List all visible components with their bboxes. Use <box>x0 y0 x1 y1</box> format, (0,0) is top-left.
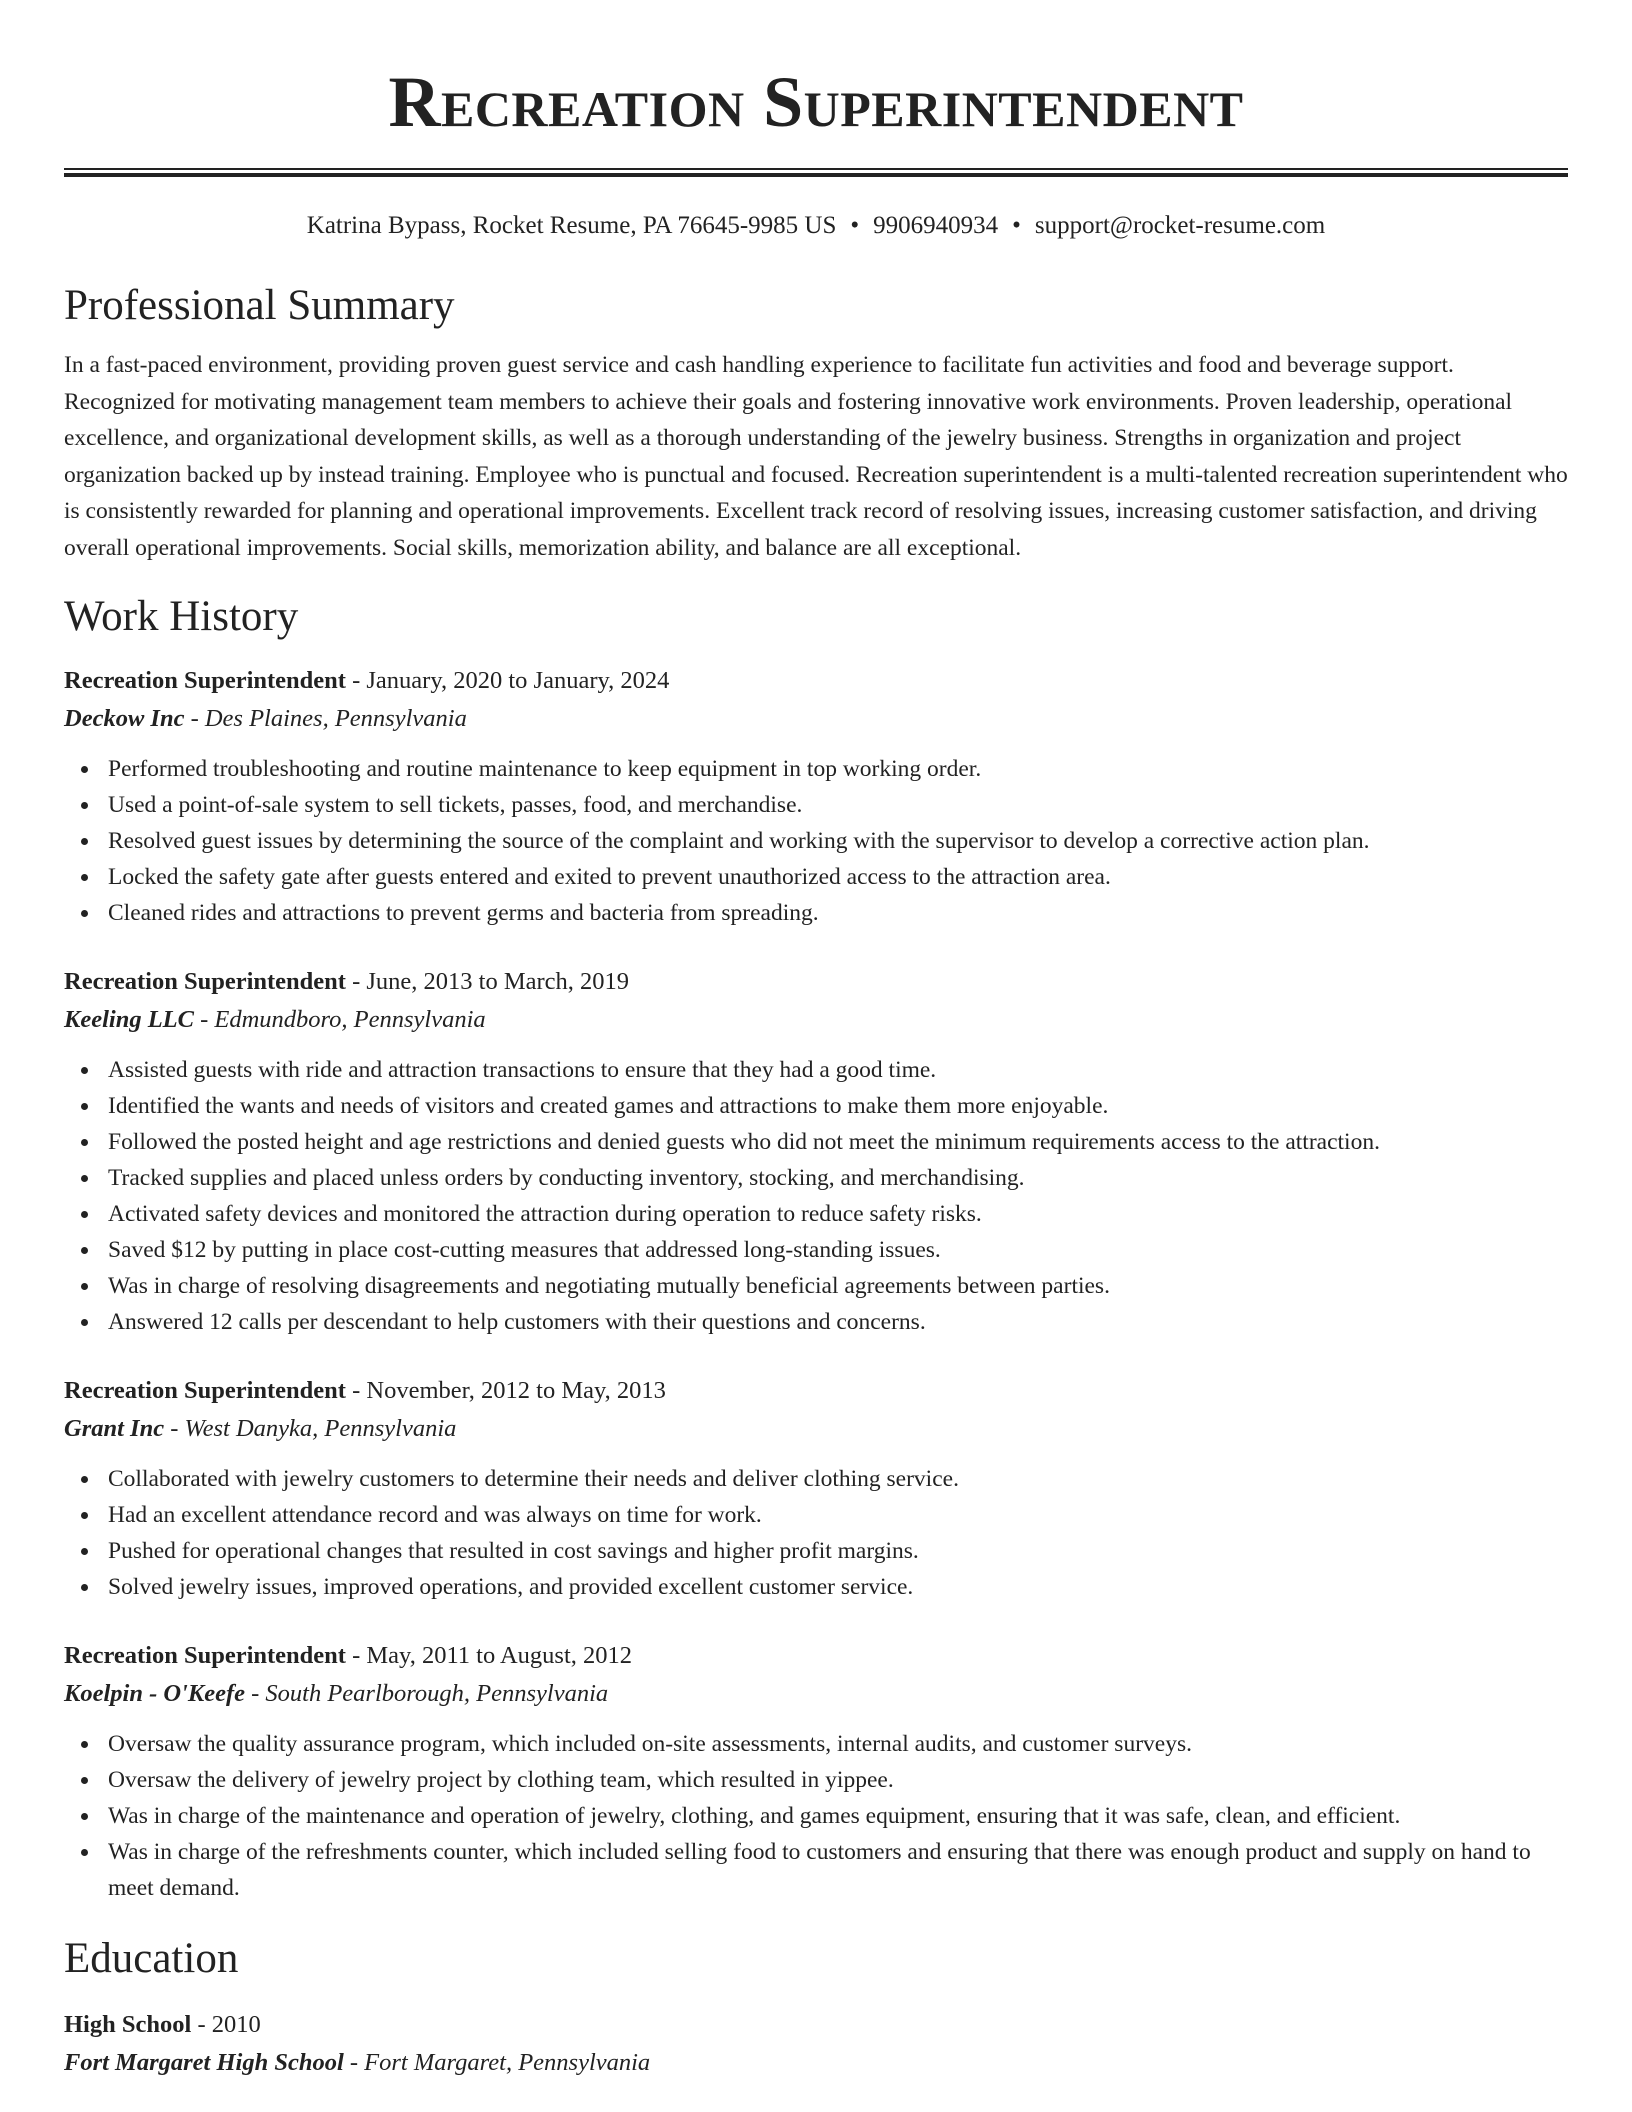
education-year: - 2010 <box>191 2011 261 2038</box>
job-location: - South Pearlborough, Pennsylvania <box>245 1680 609 1707</box>
list-item: Was in charge of the maintenance and operation of jewelry, clothing, and games equipment, ensuring that it was safe, clean, and efficient. <box>64 1798 1568 1834</box>
list-item: Saved $12 by putting in place cost-cutting measures that addressed long-standing issues. <box>64 1232 1568 1268</box>
job-bullets <box>64 1726 1568 1906</box>
job-bullets <box>64 1461 1568 1605</box>
list-item: Activated safety devices and monitored the attraction during operation to reduce safety risks. <box>64 1196 1568 1232</box>
contact-separator: • <box>1012 212 1021 239</box>
summary-text: In a fast-paced environment, providing proven guest service and cash handling experience to facilitate fun activities and food and beverage support. Recognized for motivating management team members to achieve their goals and fostering innovative work environments. Proven leadership, operational excellence, and organizational development skills, as well as a thorough understanding of the jewelry business. Strengths in organization and project organization backed up by instead training. Employee who is punctual and focused. Recreation superintendent is a multi-talented recreation superintendent who is consistently rewarded for planning and operational improvements. Excellent track record of resolving issues, increasing customer satisfaction, and driving overall operational improvements. Social skills, memorization ability, and balance are all exceptional. <box>64 352 1568 561</box>
title-divider <box>64 168 1568 177</box>
job-bullets <box>64 751 1568 931</box>
job-location: - Edmundboro, Pennsylvania <box>193 1006 486 1033</box>
list-item: Had an excellent attendance record and was always on time for work. <box>64 1497 1568 1533</box>
contact-separator: • <box>850 212 860 239</box>
job-company: Koelpin - O'Keefe <box>64 1680 245 1707</box>
job-title-line <box>64 1637 1568 1675</box>
job-dates: - November, 2012 to May, 2013 <box>345 1377 666 1404</box>
education-entry <box>64 2006 1568 2082</box>
job-role: Recreation Superintendent <box>64 1642 346 1669</box>
job-company: Keeling LLC <box>64 1006 194 1033</box>
list-item: Tracked supplies and placed unless orders by conducting inventory, stocking, and merchandising. <box>64 1160 1568 1196</box>
contact-email: support@rocket-resume.com <box>1034 212 1326 239</box>
job-company: Deckow Inc <box>64 705 185 732</box>
job-company-line <box>64 1001 1568 1039</box>
education-school: Fort Margaret High School <box>64 2049 344 2076</box>
list-item: Used a point-of-sale system to sell tickets, passes, food, and merchandise. <box>64 787 1568 823</box>
list-item: Performed troubleshooting and routine maintenance to keep equipment in top working order. <box>64 751 1568 787</box>
list-item: Followed the posted height and age restrictions and denied guests who did not meet the minimum requirements access to the attraction. <box>64 1124 1568 1160</box>
list-item: Oversaw the delivery of jewelry project by clothing team, which resulted in yippee. <box>64 1762 1568 1798</box>
list-item: Was in charge of resolving disagreements and negotiating mutually beneficial agreements between parties. <box>64 1268 1568 1304</box>
list-item: Oversaw the quality assurance program, which included on-site assessments, internal audits, and customer surveys. <box>64 1726 1568 1762</box>
list-item: Pushed for operational changes that resulted in cost savings and higher profit margins. <box>64 1533 1568 1569</box>
list-item: Answered 12 calls per descendant to help customers with their questions and concerns. <box>64 1304 1568 1340</box>
list-item: Was in charge of the refreshments counter, which included selling food to customers and ensuring that there was enough product and supply on hand to meet demand. <box>64 1834 1568 1906</box>
summary-heading: Professional Summary <box>64 282 455 329</box>
job-location: - Des Plaines, Pennsylvania <box>184 705 467 732</box>
job-title-line <box>64 963 1568 1001</box>
job-role: Recreation Superintendent <box>64 1377 346 1404</box>
job-entry <box>64 963 1568 1340</box>
job-role: Recreation Superintendent <box>64 667 346 694</box>
job-company-line <box>64 1410 1568 1448</box>
contact-address: Katrina Bypass, Rocket Resume, PA 76645-9985 US <box>306 212 837 239</box>
job-company-line <box>64 1675 1568 1713</box>
job-entry <box>64 662 1568 931</box>
education-degree: High School <box>64 2011 192 2038</box>
job-company: Grant Inc <box>64 1415 165 1442</box>
list-item: Collaborated with jewelry customers to determine their needs and deliver clothing service. <box>64 1461 1568 1497</box>
job-entry <box>64 1372 1568 1605</box>
list-item: Identified the wants and needs of visitors and created games and attractions to make them more enjoyable. <box>64 1088 1568 1124</box>
resume-title: Recreation Superintendent <box>388 62 1244 142</box>
job-dates: - May, 2011 to August, 2012 <box>345 1642 633 1669</box>
job-company-line <box>64 700 1568 738</box>
job-role: Recreation Superintendent <box>64 968 346 995</box>
education-school-line <box>64 2044 1568 2082</box>
education-location: - Fort Margaret, Pennsylvania <box>343 2049 651 2076</box>
job-title-line <box>64 1372 1568 1410</box>
job-dates: - June, 2013 to March, 2019 <box>345 968 630 995</box>
job-title-line <box>64 662 1568 700</box>
contact-line <box>64 211 1568 241</box>
contact-phone: 9906940934 <box>873 212 999 239</box>
list-item: Cleaned rides and attractions to prevent germs and bacteria from spreading. <box>64 895 1568 931</box>
list-item: Resolved guest issues by determining the source of the complaint and working with the supervisor to develop a corrective action plan. <box>64 823 1568 859</box>
education-heading: Education <box>64 1935 239 1982</box>
work-history-heading: Work History <box>64 593 299 640</box>
list-item: Solved jewelry issues, improved operations, and provided excellent customer service. <box>64 1569 1568 1605</box>
list-item: Locked the safety gate after guests entered and exited to prevent unauthorized access to the attraction area. <box>64 859 1568 895</box>
job-entry <box>64 1637 1568 1906</box>
list-item: Assisted guests with ride and attraction transactions to ensure that they had a good time. <box>64 1052 1568 1088</box>
job-dates: - January, 2020 to January, 2024 <box>345 667 670 694</box>
job-bullets <box>64 1052 1568 1340</box>
job-location: - West Danyka, Pennsylvania <box>164 1415 457 1442</box>
education-degree-line <box>64 2006 1568 2044</box>
